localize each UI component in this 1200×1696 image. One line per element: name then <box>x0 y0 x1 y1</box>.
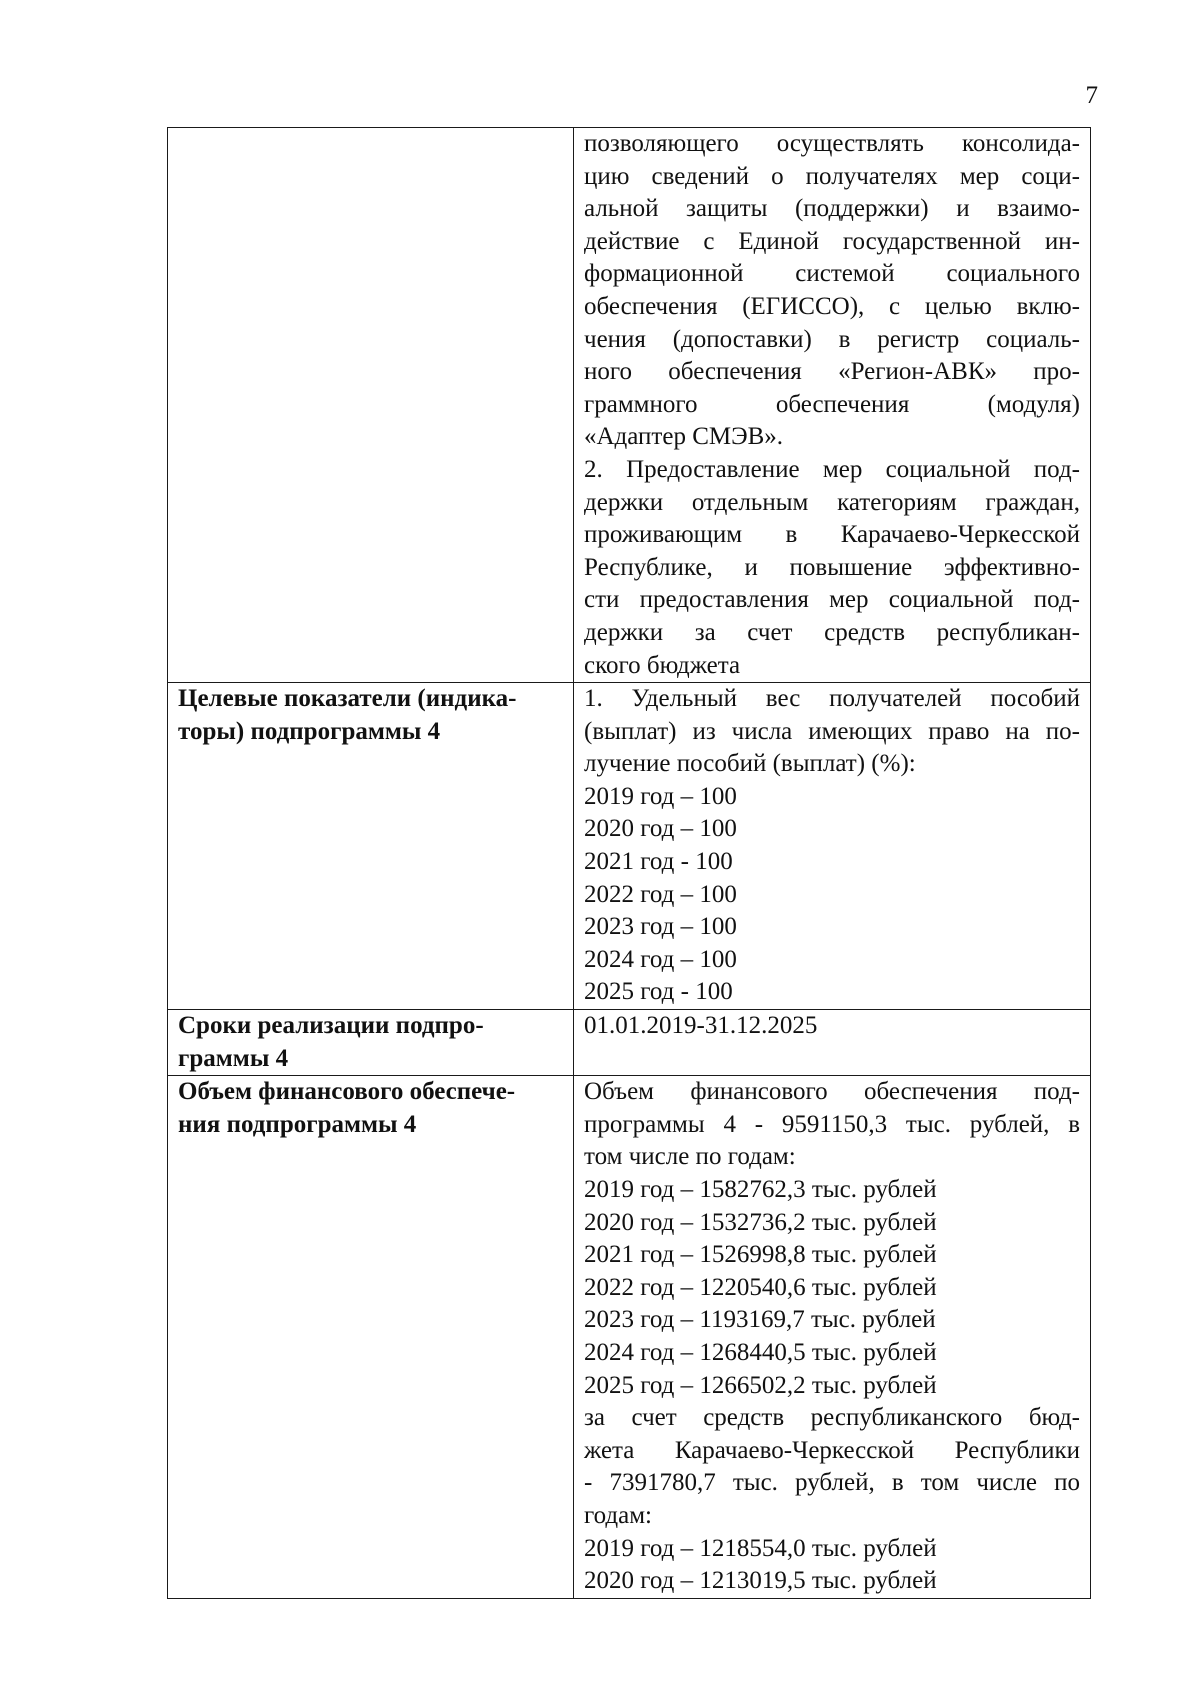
text-line: (выплат) из числа имеющих право на по- <box>584 717 1080 745</box>
text-line: 1. Удельный вес получателей пособий <box>584 685 1080 713</box>
text-line: проживающим в Карачаево-Черкесской <box>584 521 1080 549</box>
row-value-financing-volume <box>574 1076 1091 1599</box>
text-line: годам: <box>584 1501 652 1529</box>
text-line: том числе по годам: <box>584 1143 796 1171</box>
text-line: 2020 год – 100 <box>584 815 737 843</box>
label-line: Целевые показатели (индика- <box>178 685 517 713</box>
text-line: сти предоставления мер социальной под- <box>584 586 1080 614</box>
text-line: 2022 год – 100 <box>584 880 737 908</box>
text-line: Республике, и повышение эффективно- <box>584 553 1080 581</box>
label-line: торы) подпрограммы 4 <box>178 717 441 745</box>
row-label-empty <box>168 128 574 683</box>
text-line: цию сведений о получателях мер соци- <box>584 162 1080 190</box>
text-line: за счет средств республиканского бюд- <box>584 1404 1080 1432</box>
text-line: граммного обеспечения (модуля) <box>584 390 1080 418</box>
row-label-financing-volume <box>168 1076 574 1599</box>
text-line: действие с Единой государственной ин- <box>584 227 1080 255</box>
table-row-financing-volume <box>168 1076 1091 1599</box>
text-line: 2023 год – 1193169,7 тыс. рублей <box>584 1306 936 1334</box>
text-line: альной защиты (поддержки) и взаимо- <box>584 195 1080 223</box>
row-value-implementation-period <box>574 1010 1091 1076</box>
label-line: ния подпрограммы 4 <box>178 1110 417 1138</box>
text-line: держки за счет средств республикан- <box>584 618 1080 646</box>
label-line: Сроки реализации подпро- <box>178 1012 484 1040</box>
text-line: лучение пособий (выплат) (%): <box>584 750 916 778</box>
text-line: жета Карачаево-Черкесской Республики <box>584 1436 1080 1464</box>
text-line: 2020 год – 1213019,5 тыс. рублей <box>584 1567 937 1595</box>
table-row-continuation <box>168 128 1091 683</box>
text-line: 2021 год – 1526998,8 тыс. рублей <box>584 1241 937 1269</box>
text-line: 2024 год – 1268440,5 тыс. рублей <box>584 1338 937 1366</box>
text-line: 2025 год – 1266502,2 тыс. рублей <box>584 1371 937 1399</box>
text-line: 2019 год – 100 <box>584 782 737 810</box>
text-line: 2. Предоставление мер социальной под- <box>584 455 1080 483</box>
text-line: 2020 год – 1532736,2 тыс. рублей <box>584 1208 937 1236</box>
text-line: - 7391780,7 тыс. рублей, в том числе по <box>584 1469 1080 1497</box>
label-line: Объем финансового обеспече- <box>178 1078 516 1106</box>
row-value-continuation <box>574 128 1091 683</box>
text-line: позволяющего осуществлять консолида- <box>584 130 1080 157</box>
row-value-target-indicators <box>574 683 1091 1010</box>
text-line: ного обеспечения «Регион-АВК» про- <box>584 358 1080 386</box>
text-line: 2025 год - 100 <box>584 978 733 1006</box>
label-line: граммы 4 <box>178 1044 289 1072</box>
text-line: 2022 год – 1220540,6 тыс. рублей <box>584 1273 937 1301</box>
table-row-implementation-period <box>168 1010 1091 1076</box>
text-line: 2024 год – 100 <box>584 945 737 973</box>
text-line: «Адаптер СМЭВ». <box>584 423 784 451</box>
text-line: 2019 год – 1218554,0 тыс. рублей <box>584 1534 937 1562</box>
text-line: формационной системой социального <box>584 260 1080 288</box>
text-line: 01.01.2019-31.12.2025 <box>584 1012 818 1040</box>
subprogram-passport-table <box>167 127 1091 1599</box>
text-line: Объем финансового обеспечения под- <box>584 1078 1080 1106</box>
page-number: 7 <box>1085 82 1098 109</box>
text-line: ского бюджета <box>584 651 741 679</box>
text-line: держки отдельным категориям граждан, <box>584 488 1080 516</box>
row-label-target-indicators <box>168 683 574 1010</box>
row-label-implementation-period <box>168 1010 574 1076</box>
text-line: 2019 год – 1582762,3 тыс. рублей <box>584 1176 937 1203</box>
table-row-target-indicators <box>168 683 1091 1010</box>
text-line: чения (допоставки) в регистр социаль- <box>584 325 1080 353</box>
text-line: обеспечения (ЕГИССО), с целью вклю- <box>584 292 1080 320</box>
text-line: 2023 год – 100 <box>584 913 737 941</box>
text-line: программы 4 - 9591150,3 тыс. рублей, в <box>584 1110 1080 1138</box>
text-line: 2021 год - 100 <box>584 848 733 876</box>
